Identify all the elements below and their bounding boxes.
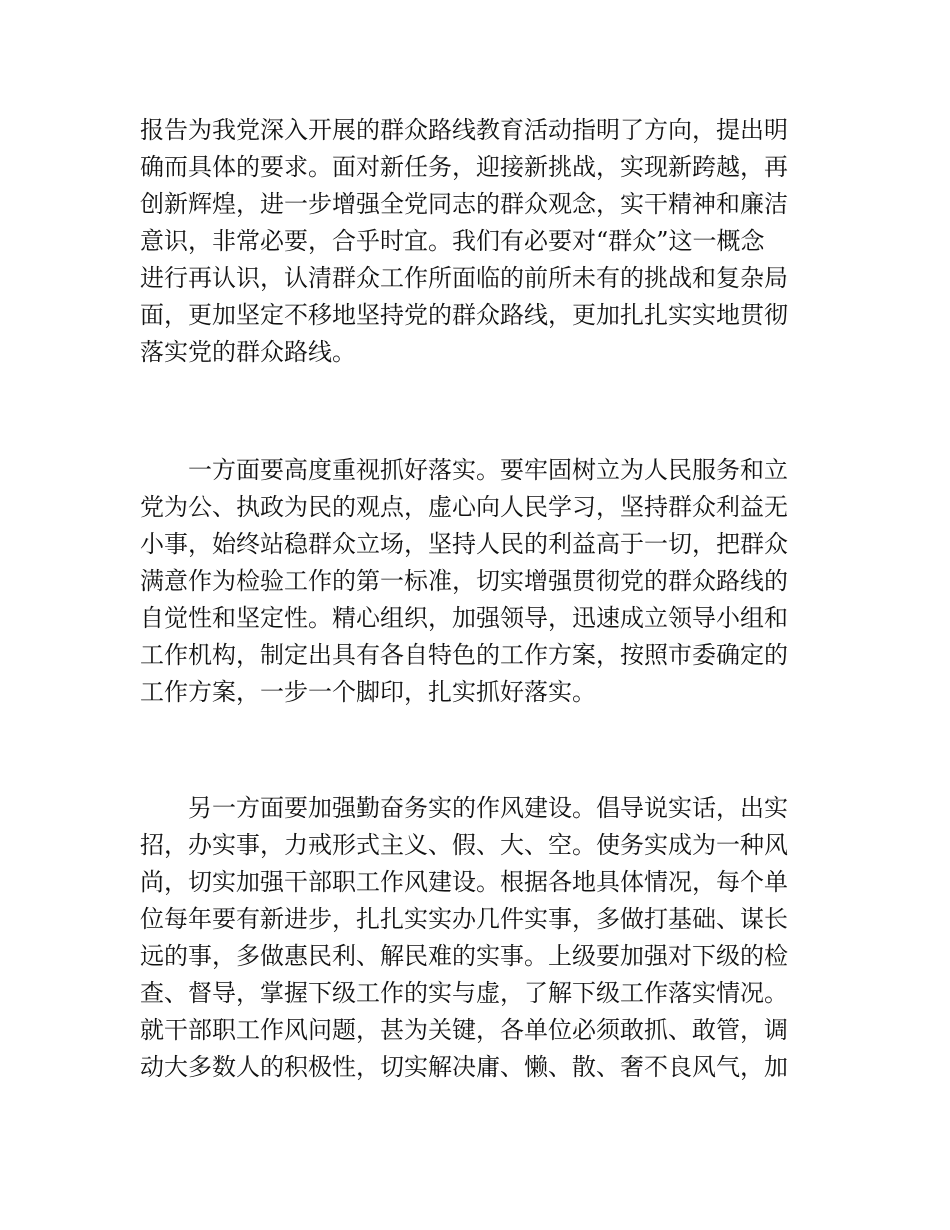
text-line: 党为公、执政为民的观点，虚心向人民学习，坚持群众利益无 bbox=[140, 493, 788, 521]
text-line: 小事，始终站稳群众立场，坚持人民的利益高于一切，把群众 bbox=[140, 530, 788, 558]
text-line: 落实党的群众路线。 bbox=[140, 338, 356, 366]
paragraph-1 bbox=[140, 112, 812, 371]
paragraph-3 bbox=[140, 790, 812, 1086]
text-line: 工作机构，制定出具有各自特色的工作方案，按照市委确定的 bbox=[140, 641, 788, 669]
paragraph-2 bbox=[140, 452, 812, 711]
text-line: 面，更加坚定不移地坚持党的群众路线，更加扎扎实实地贯彻 bbox=[140, 301, 788, 329]
text-line: 就干部职工作风问题，甚为关键，各单位必须敢抓、敢管，调 bbox=[140, 1016, 788, 1044]
text-line: 位每年要有新进步，扎扎实实办几件实事，多做打基础、谋长 bbox=[140, 905, 788, 933]
text-line: 报告为我党深入开展的群众路线教育活动指明了方向，提出明 bbox=[140, 116, 788, 144]
text-line: 工作方案，一步一个脚印，扎实抓好落实。 bbox=[140, 678, 596, 706]
text-line: 确而具体的要求。面对新任务，迎接新挑战，实现新跨越，再 bbox=[140, 153, 788, 181]
text-line: 尚，切实加强干部职工作风建设。根据各地具体情况，每个单 bbox=[140, 868, 788, 896]
text-line: 招，办实事，力戒形式主义、假、大、空。使务实成为一种风 bbox=[140, 831, 788, 859]
text-line: 动大多数人的积极性，切实解决庸、懒、散、奢不良风气，加 bbox=[140, 1053, 788, 1081]
text-line: 一方面要高度重视抓好落实。要牢固树立为人民服务和立 bbox=[140, 456, 788, 484]
text-line: 进行再认识，认清群众工作所面临的前所未有的挑战和复杂局 bbox=[140, 264, 788, 292]
text-line: 创新辉煌，进一步增强全党同志的群众观念，实干精神和廉洁 bbox=[140, 190, 788, 218]
text-line: 查、督导，掌握下级工作的实与虚，了解下级工作落实情况。 bbox=[140, 979, 788, 1007]
text-line: 自觉性和坚定性。精心组织，加强领导，迅速成立领导小组和 bbox=[140, 604, 788, 632]
text-line: 意识，非常必要，合乎时宜。我们有必要对“群众”这一概念 bbox=[140, 227, 765, 255]
text-line: 满意作为检验工作的第一标准，切实增强贯彻党的群众路线的 bbox=[140, 567, 788, 595]
text-line: 另一方面要加强勤奋务实的作风建设。倡导说实话，出实 bbox=[140, 794, 788, 822]
text-line: 远的事，多做惠民利、解民难的实事。上级要加强对下级的检 bbox=[140, 942, 788, 970]
